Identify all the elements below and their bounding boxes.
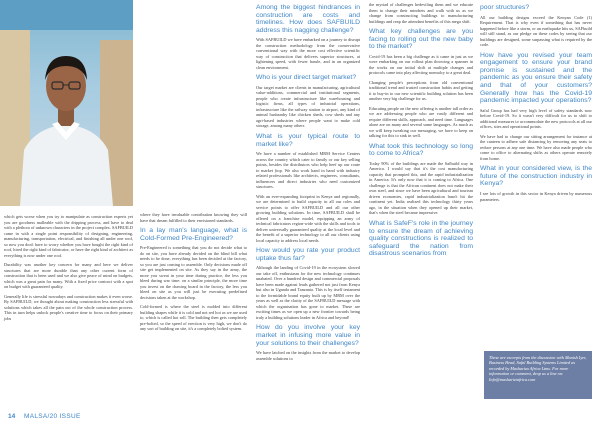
paragraph: the myriad of challenges bedeviling them and we educate them to change their mindsets and walk with us as we change from constructing buildings to manufacturing buildings and reap the attendant benefits of this mega shift. — [369, 2, 473, 24]
paragraph: We have latched on the insights from the market to develop assemble solutions to — [256, 350, 360, 361]
paragraph: Pre-Engineered is something that you do not decide what to do on site, you have already decided on the blind bill what needs to be done, everything has been decided at the factory, so you are just coming to assemble. Only decisions made off site get implemented on site. As they say in the army, the more you sweat in your time during practice, the less you bleed during war time: on a similar principle, the more time you invest on the drawing board in the factory, the less you bleed on site as you will just be executing predefined decisions taken at the workshop. — [140, 245, 247, 300]
paragraph: With SAFBUILD we have embarked on a journey to disrupt the construction methodology from the conservative conventional way with the more cost effective scientific way of construction that delivers superior structures, at lightening speed, with fewer hassle, and in an organized clean environment. — [256, 37, 360, 70]
paragraph: Safal Group has had very high level of safety standards now before Covid-19. So it wasn't very difficult for us to shift to additional measures to accommodate the new protocols at all our offices, sites and operational points. — [480, 107, 592, 130]
excerpt-callout-box — [484, 351, 592, 399]
paragraph: Our target market are clients in manufacturing, agricultural value-additions, commercial and institutional segments, people who create infrastructure like warehousing and logistic firms, all types of industrial operations, infrastructure like the railway station to airport, any kind of animal husbandry like chicken sheds, cow sheds and any agri-based industries where people want to make cold storage, among many others — [256, 84, 360, 129]
article-column-4 — [369, 2, 473, 261]
article-column-5 — [480, 2, 592, 206]
question-heading: In a lay man's language, what is Cold-Formed Pre-Engineered? — [140, 227, 247, 242]
paragraph: Covid-19 has been a big challenge as it came in just as we were embarking on our rollout plan throwing a spanner in the works on our initial shift at multiple changes and protocols came into play affecting normalcy to a great deal. — [369, 53, 473, 76]
paragraph: All our building designs exceed the Kenyan Code (1) Requirement. That is why even if something that has never happened before like a storm, or an earthquake hits us, SAFbuild will still stand, as our pledge on these codes by seeing that our buildings are designed, some surpassing what is required by the code. — [480, 14, 592, 48]
paragraph: Educating people on the new offering is another tall order as we are addressing people who are vastly different and require different skills, approach, and need time. Languages alone are on many and several same languages. As much as we will keep tweaking our messaging, we have to keep on talking for this to sink in well. — [369, 105, 473, 139]
magazine-issue: MALSA/20 ISSUE — [24, 413, 81, 420]
question-heading: How have you revised your team engagement to ensure your brand promise is sustained and the pandemic as you ensure their safety and that of your customers? Generally how has the Covid-19 pandemic impacted your operations? — [480, 51, 592, 105]
question-heading: How would you rate your product uptake thus far? — [256, 247, 360, 262]
question-heading: Among the biggest hindrances in construction are costs and timelines. How does SAFBUILD address this nagging challenge? — [256, 4, 360, 34]
paragraph: We have had to change our sitting arrangement for instance at the canteen to adhere safe distancing by removing any seats to reduce persons at any one time. We have also made people who come to office to alternating shifts as others operate remotely from home. — [480, 133, 592, 161]
paragraph: Although the landing of Covid-19 in the ecosystem slowed our take off, enthusiasm for the new technology continues unabated. Over a hundred design and commercial proposals have been made against leads gathered not just from Kenya but also in Uganda and Tanzania. This is by itself testament to the formidable brand equity built up by MRM over the years as well as the clarity of the SAFBUILD message with which the organisation has gone to market. These are exciting times as we open up a new frontier towards being truly a building solutions leader in Africa and beyond! — [256, 265, 360, 320]
paragraph: Generally life is stressful nowadays and construction makes it even worse. By SAFBUILD, we thought about making construction less stressful with solutions which takes all the pain out of the whole construction process. This in turn helps unlock people's creative time to focus on their primary jobs — [4, 293, 133, 321]
paragraph: Changing people's perceptions from old conventional traditional trend and trusted construction habits and getting it to buy-in to our new scientific building solution has been another very big challenge for us. — [369, 79, 473, 102]
question-heading: What in your considered view, is the future of the construction industry in Kenya? — [480, 165, 592, 188]
person-figure — [0, 0, 133, 206]
question-heading: How do you involve your key market in infusing more value in your solutions to their challenges? — [256, 324, 360, 347]
question-heading: What key challenges are you facing to rolling out the new baby to the market? — [369, 28, 473, 51]
paragraph: Today 90% of the buildings are made the Safbuild way in America. I would say that it's the cost manufacturing capacity that prompted this, and the rapid industrialization in America. It's only now that it is coming to Africa. One challenge is that the African continent does not make their own steel, and since we have been agricultural and tourism driven economies, rapid industrialization hasn't hit the continent yet. India realized this technology thirty years ago, in the situation when they opened up their market, that's when the steel became impressive. — [369, 160, 473, 216]
paragraph: Cold-formed is where the steel is molded into different building shapes while it is cold and not red hot as we are used to, which is called hot roll. The building then gets completely pre-bolted, so the speed of erection is very high, we don't do any sort of building on site, it's a completely bolted system. — [140, 304, 247, 332]
page-footer — [0, 411, 600, 424]
paragraph: I see lots of growth in this sector in Kenya driven by numerous parameters. — [480, 191, 592, 202]
question-heading: poor structures? — [480, 4, 530, 11]
paragraph: which gets worse when you try to manipulate as construction experts yet you are goodness malleable with the dripping process, and have to deal with a plethora of unknown characters in the project complex. SAFBUILD came in with a single point responsibility of designing, engineering, manufacturing, transportation, electrical, and finishing all under one roof, so now you don't have to worry whether you have bought the right kind of roof, hired the right kind of fabricator, or have the right kind of architect as everything is now under one roof. — [4, 214, 133, 258]
article-column-2 — [140, 212, 247, 336]
paragraph: where they have invaluable contribution knowing they will have that dream fulfilled to their envisioned standards. — [140, 212, 247, 223]
question-heading: What took this technology so long to come to Africa? — [369, 142, 473, 158]
paragraph: Durability was another key concern for many and here we deliver structures that are more durable than any other current form of construction that is been used and we also give peace of mind on budgets, which was a great pain for many. With a fixed price contract with a spot on budget with guaranteed quality. — [4, 262, 133, 289]
article-column-3 — [256, 2, 360, 365]
paragraph: With an ever-expanding footprint in Kenya and regionally, we are determined to build capacity in all our roles and service points to offer SAFBUILD and all our other growing building solutions. In time, SAFBUILD shall be offered on a franchise model, equipping an army of technical fabricators region-wide with the skills and tools to deliver universally guaranteed quality at the local level and the benefit of a superior technology to all our clients using local capacity to address local needs. — [256, 193, 360, 243]
question-heading: What is SafeF's role in the journey to ensure the dream of achieving quality constructions is realized to safeguard the nation from disastrous scenarios from — [369, 219, 473, 258]
portrait-photo — [0, 0, 133, 206]
paragraph: We have a number of established MRM Service Centers across the country which cater to family or our key selling points, besides the distributors who help beef up our route to market (top. We also work hand in hand with industry related professionals like architects, engineers, consultants, influencers and direct industries who need customized structures. — [256, 151, 360, 190]
article-column-1 — [4, 214, 133, 325]
question-heading: What is your typical route to market like? — [256, 132, 360, 148]
question-heading: Who is your direct target market? — [256, 74, 357, 82]
callout-text: These are excerpts from the discussion with Manish Iyer, Business Head, Safal Building Systems Limited as recorded by Mashariza Africa Ltms. For more information or comment, drop us a line on: Info@mashariziafrica.com — [489, 355, 587, 382]
page-number: 14 — [8, 413, 16, 420]
